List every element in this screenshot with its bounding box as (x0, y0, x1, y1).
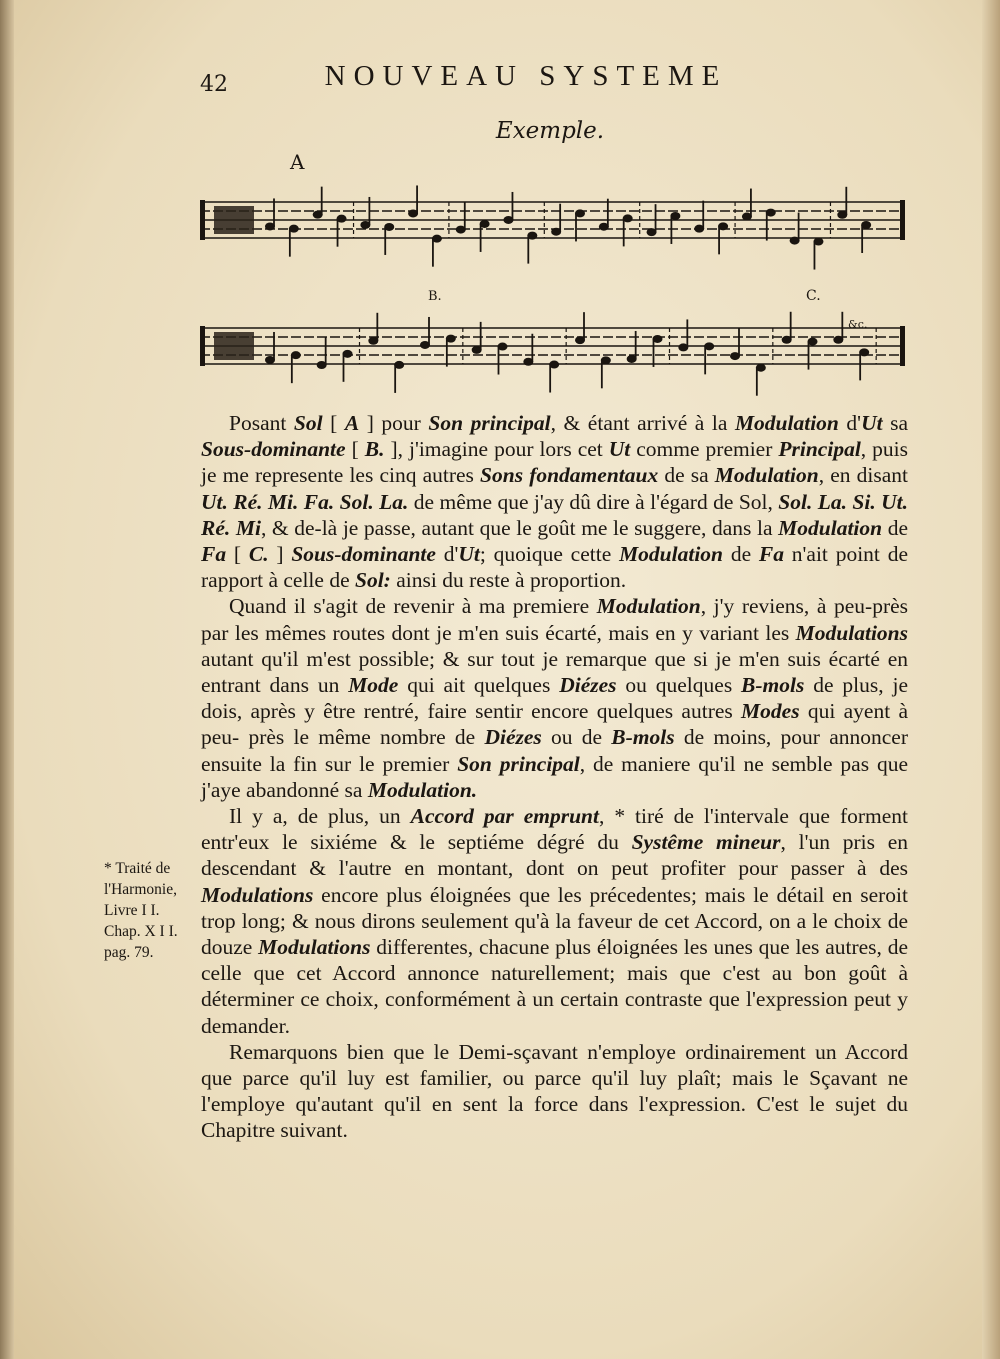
text-run: Il y a, de plus, un (229, 804, 411, 829)
text-run: qui ait quelques (398, 673, 560, 698)
text-run: Quand il s'agit de revenir à ma premiere (229, 594, 597, 619)
italic-run: Ut (861, 411, 883, 435)
text-run: sa (882, 411, 909, 435)
text-run: qui ayent à peu- près le même nombre de (201, 699, 908, 750)
text-run: , en disant (818, 463, 908, 488)
clef-and-key (214, 332, 254, 360)
text-run: n'ait point de rapport à celle de (201, 542, 908, 593)
paragraph (201, 1039, 908, 1144)
margin-note (104, 858, 199, 963)
text-run: ou de (541, 725, 612, 750)
text-run: ou quelques (616, 673, 742, 698)
text-run: de moins, pour annoncer ensuite la fin sur le premier (201, 725, 908, 776)
text-run: [ (322, 411, 345, 435)
staff-barline (200, 200, 205, 240)
italic-run: Diézes (484, 725, 542, 750)
staff-barline (200, 326, 205, 366)
italic-run: Son principal (457, 751, 580, 776)
italic-run: Mode (348, 673, 399, 698)
text-run: ; quoique cette (479, 542, 620, 567)
running-title: NOUVEAU SYSTEME (324, 60, 728, 92)
text-run: ] pour (359, 411, 429, 435)
music-staff-lower (200, 300, 905, 410)
text-run: ] (268, 542, 292, 567)
text-run: , puis je me represente les cinq autres (201, 437, 909, 488)
margin-note-line: pag. 79. (104, 944, 154, 961)
staff-barline (900, 326, 905, 366)
italic-run: B-mols (741, 673, 805, 698)
example-mark-a: A (290, 150, 305, 174)
margin-note-line: l'Harmonie, (104, 881, 177, 898)
text-run: [ (345, 437, 365, 462)
italic-run: Modulations (258, 935, 371, 960)
italic-run: Accord par emprunt (410, 804, 599, 829)
example-mark-b: B. (428, 289, 442, 304)
text-run: de (882, 515, 908, 540)
text-run: d' (435, 542, 459, 567)
italic-run: Modulations (795, 620, 908, 645)
italic-run: B. (364, 437, 385, 462)
text-run: d' (838, 411, 862, 435)
text-run: , * tiré de l'intervale que forment entr'eux le sixiéme & le septiéme dégré du (201, 804, 909, 855)
italic-run: Modulations (201, 882, 314, 907)
text-run: differentes, chacune plus éloignées les unes que les autres, de celle que cet Accord annonce naturellement; mais que c'est au bon goût à déterminer ce choix, conformément à un certain contraste que l'expression peut y demander. (201, 935, 908, 1038)
italic-run: Sol: (355, 568, 391, 593)
text-run: de (723, 542, 759, 567)
italic-run: Fa (201, 542, 227, 567)
italic-run: Modulation (619, 542, 724, 567)
margin-note-line: Chap. X I I. (104, 923, 178, 940)
text-run: Posant (229, 411, 294, 435)
italic-run: Principal (778, 437, 861, 462)
text-run: , & de-là je passe, autant que le goût me le suggere, dans la (260, 515, 779, 540)
margin-note-line: * Traité de (104, 860, 171, 877)
italic-run: Sous-dominante (291, 542, 436, 567)
text-run: encore plus éloignées que les précedentes; mais le détail en seroit trop long; & nous dirons seulement qu'à la faveur de cet Accord, on a le choix de douze (201, 882, 908, 960)
paragraph (201, 410, 908, 593)
italic-run: Modulation (596, 594, 701, 619)
page-gutter-shadow (0, 0, 14, 1359)
text-run: Remarquons bien que le Demi-sçavant n'employe ordinairement un Accord que parce qu'il luy est familier, ou parce qu'il luy plaît; mais le Sçavant ne l'employe qu'autant qu'il en sent la force dans l'expression. C'est le sujet du Chapitre suivant. (201, 1039, 908, 1143)
text-run: ainsi du reste à proportion. (390, 568, 627, 593)
italic-run: Ut (608, 437, 631, 462)
example-mark-etc: &c. (848, 318, 868, 331)
page-edge-shadow (982, 0, 1000, 1359)
italic-run: C. (248, 542, 269, 567)
text-run: autant qu'il m'est possible; & sur tout je remarque que si je m'en suis écarté en entrant dans un (201, 646, 908, 698)
italic-run: B-mols (611, 725, 675, 750)
italic-run: Ut (458, 542, 480, 567)
italic-run: Modes (741, 699, 800, 724)
example-mark-c: C. (806, 288, 821, 304)
text-run: comme premier (630, 437, 779, 462)
text-run: de plus, je dois, après y être rentré, faire sentir encore quelques autres (201, 673, 908, 724)
staff-barline (900, 200, 905, 240)
music-staff-upper (200, 172, 905, 272)
paragraph (201, 803, 908, 1039)
italic-run: Diézes (559, 673, 617, 698)
italic-run: Systême mineur (631, 830, 781, 855)
italic-run: Sol. La. Si. Ut. Ré. Mi (201, 489, 908, 540)
example-heading: Exemple. (495, 118, 605, 144)
text-run: de même que j'ay dû dire à l'égard de Sol, (408, 489, 779, 514)
text-run: ], j'imagine pour lors cet (384, 437, 609, 462)
text-run: de sa (658, 463, 715, 488)
clef-and-key (214, 206, 254, 234)
italic-run: Fa (758, 542, 784, 567)
text-run: , de maniere qu'il ne semble pas que j'aye abandonné sa (201, 751, 908, 802)
paragraph (201, 593, 908, 803)
text-run: , j'y reviens, à peu-près par les mêmes routes dont je m'en suis écarté, mais en y variant les (201, 594, 909, 645)
italic-run: Modulation (734, 411, 839, 435)
italic-run: Son principal (428, 411, 551, 435)
italic-run: Modulation (714, 463, 819, 488)
italic-run: Modulation. (367, 777, 478, 802)
italic-run: Sous-dominante (201, 437, 346, 462)
body-text (201, 410, 908, 1144)
text-run: , & étant arrivé à la (550, 411, 735, 435)
margin-note-line: Livre I I. (104, 902, 160, 919)
italic-run: Modulation (778, 515, 883, 540)
text-run: [ (226, 542, 249, 567)
text-run: , l'un pris en descendant & l'autre en montant, dont on peut profiter pour passer à des (201, 830, 909, 881)
italic-run: A (344, 411, 360, 435)
italic-run: Sons fondamentaux (480, 463, 659, 488)
italic-run: Sol (293, 411, 323, 435)
italic-run: Ut. Ré. Mi. Fa. Sol. La. (201, 489, 409, 514)
page-number: 42 (200, 72, 228, 97)
